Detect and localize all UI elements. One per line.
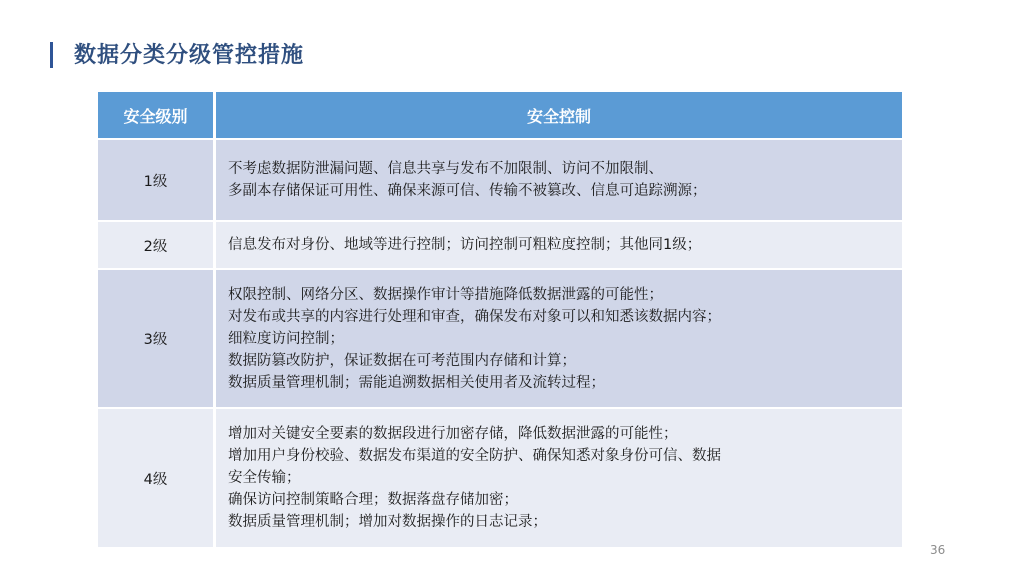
level-cell: 3级 (98, 270, 216, 407)
slide-title: 数据分类分级管控措施 (74, 43, 305, 68)
control-line: 数据质量管理机制；增加对数据操作的日志记录； (228, 514, 547, 530)
security-control-table (98, 90, 902, 549)
control-line: 权限控制、网络分区、数据操作审计等措施降低数据泄露的可能性； (228, 286, 663, 303)
table-row (98, 270, 902, 407)
control-line: 确保访问控制策略合理；数据落盘存储加密； (228, 492, 518, 508)
table-row (98, 409, 902, 547)
control-line: 信息发布对身份、地域等进行控制；访问控制可粗粒度控制；其他同1级； (228, 237, 702, 253)
level-cell: 2级 (98, 222, 216, 268)
control-line: 细粒度访问控制； (228, 330, 344, 347)
control-line: 增加用户身份校验、数据发布渠道的安全防护、确保知悉对象身份可信、数据 (228, 448, 721, 464)
control-line: 安全传输； (228, 470, 301, 486)
control-line: 不考虑数据防泄漏问题、信息共享与发布不加限制、访问不加限制、 (228, 161, 663, 177)
title-accent-bar (50, 42, 53, 68)
control-cell (216, 222, 902, 268)
control-line: 数据质量管理机制；需能追溯数据相关使用者及流转过程； (228, 374, 605, 391)
level-cell: 4级 (98, 409, 216, 547)
table-row (98, 140, 902, 220)
header-security-level: 安全级别 (98, 92, 216, 138)
header-security-control: 安全控制 (216, 92, 902, 138)
control-line: 对发布或共享的内容进行处理和审查，确保发布对象可以和知悉该数据内容； (228, 308, 721, 325)
table-header-row (98, 92, 902, 138)
control-line: 多副本存储保证可用性、确保来源可信、传输不被篡改、信息可追踪溯源； (228, 183, 707, 199)
control-line: 数据防篡改防护，保证数据在可考范围内存储和计算； (228, 352, 576, 369)
control-line: 增加对关键安全要素的数据段进行加密存储，降低数据泄露的可能性； (228, 426, 678, 442)
page-number: 36 (930, 543, 946, 557)
control-cell (216, 409, 902, 547)
level-cell: 1级 (98, 140, 216, 220)
control-cell (216, 140, 902, 220)
control-cell (216, 270, 902, 407)
table-row (98, 222, 902, 268)
